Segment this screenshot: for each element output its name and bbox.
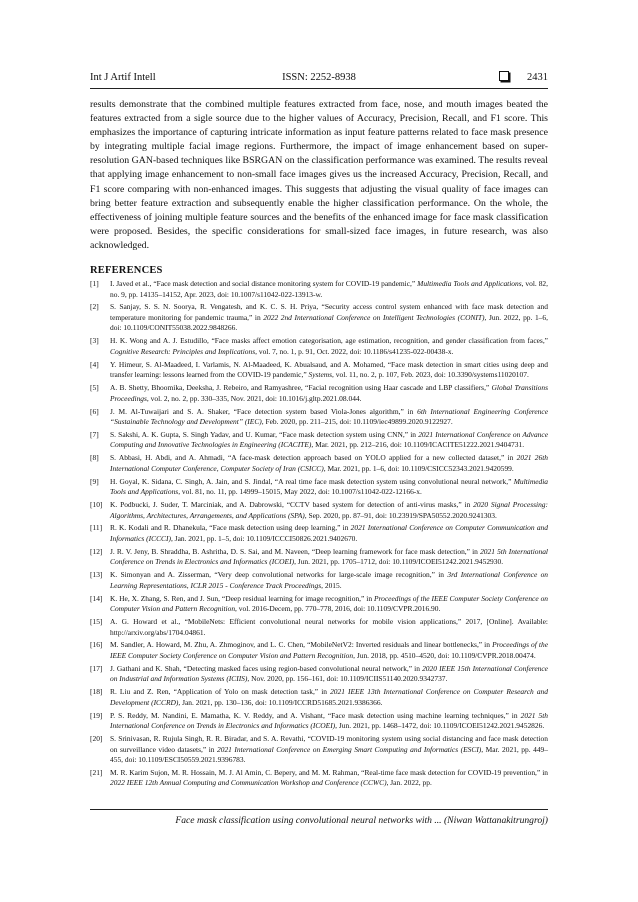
- reference-item: [90, 477, 548, 498]
- reference-text: S. Sanjay, S. S. N. Soorya, R. Vengatesh, and K. C. S. H. Priya, “Security access control system enhanced with face mask detection and temperature monitoring for pandemic trauma,” in: [110, 302, 548, 322]
- reference-details: , Jan. 2021, pp. 1–5, doi: 10.1109/ICCCI50826.2021.9402670.: [170, 534, 358, 543]
- issn: ISSN: 2252-8938: [282, 72, 356, 83]
- reference-text: I. Javed et al., “Face mask detection and social distance monitoring system for COVID-19 pandemic,”: [110, 279, 418, 288]
- reference-venue: 3rd International Conference on Learning Representations, ICLR 2015 - Conference Track Proceedings: [110, 570, 549, 590]
- reference-item: [90, 383, 548, 404]
- reference-number: [7]: [90, 429, 99, 439]
- reference-number: [19]: [90, 710, 103, 720]
- reference-item: [90, 664, 548, 685]
- reference-number: [2]: [90, 302, 99, 312]
- reference-item: [90, 687, 548, 708]
- reference-number: [8]: [90, 453, 99, 463]
- reference-details: , Jun. 2021, pp. 1468–1472, doi: 10.1109/ICOEI51242.2021.9452826.: [335, 721, 545, 731]
- reference-venue: 2021 International Conference on Advance Computing and Innovative Technologies in Engineering (ICACITE): [110, 429, 548, 450]
- reference-details: , vol. 11, no. 2, p. 107, Feb. 2023, doi: 10.3390/systems11020107.: [332, 370, 529, 380]
- reference-number: [12]: [90, 546, 103, 556]
- reference-item: [90, 360, 548, 381]
- reference-item: [90, 711, 548, 732]
- reference-venue: Systems: [308, 370, 333, 380]
- reference-details: , Mar. 2021, pp. 1–6, doi: 10.1109/CSICC52343.2021.9420599.: [323, 463, 514, 473]
- reference-text: M. Sandler, A. Howard, M. Zhu, A. Zhmoginov, and L. C. Chen, “MobileNetV2: Inverted residuals and linear bottlenecks,” in: [110, 640, 493, 650]
- reference-item: [90, 500, 548, 521]
- reference-details: , 2015.: [321, 580, 342, 590]
- reference-details: , Jan. 2021, pp. 130–136, doi: 10.1109/ICCRD51685.2021.9386366.: [178, 697, 383, 707]
- reference-item: [90, 617, 548, 638]
- reference-item: [90, 453, 548, 474]
- square-icon: [499, 71, 509, 81]
- reference-item: [90, 594, 548, 615]
- reference-text: K. Podbucki, J. Suder, T. Marciniak, and A. Dabrowski, “CCTV based system for detection of anti-virus masks,” in: [110, 500, 474, 510]
- reference-item: [90, 407, 548, 428]
- reference-details: , Jan. 2022, pp.: [386, 778, 432, 788]
- running-footer: Face mask classification using convolutional neural networks with ... (Niwan Wattanakitrungroj): [175, 815, 548, 826]
- references-heading: REFERENCES: [90, 265, 163, 276]
- reference-details: , vol. 7, no. 1, p. 91, Oct. 2022, doi: 10.1186/s41235-022-00438-x.: [255, 346, 454, 356]
- reference-text: P. S. Reddy, M. Nandini, E. Mamatha, K. V. Reddy, and A. Vishant, “Face mask detection using machine learning techniques,” in: [110, 710, 521, 720]
- reference-text: Y. Himeur, S. Al-Maadeed, I. Varlamis, N. Al-Maadeed, K. Abualsaud, and A. Mohamed, “Face mask detection in smart cities using deep and transfer learning: lessons learned from the COVID-19 pandemic,”: [110, 359, 548, 380]
- reference-venue: 2022 2nd International Conference on Intelligent Technologies (CONIT): [263, 312, 485, 322]
- reference-venue: 2021 International Conference on Emerging Smart Computing and Informatics (ESCI): [217, 744, 482, 754]
- reference-item: [90, 547, 548, 568]
- reference-venue: Multimedia Tools and Applications: [417, 279, 522, 288]
- reference-details: , Mar. 2021, pp. 212–216, doi: 10.1109/ICACITE51222.2021.9404731.: [311, 440, 525, 450]
- reference-details: , vol. 82, no. 9, pp. 14135–14152, Apr. 2023, doi: 10.1007/s11042-022-13913-w.: [110, 279, 548, 299]
- reference-text: A. G. Howard et al., “MobileNets: Efficient convolutional neural networks for mobile vision applications,” 2017, [Online]. Available: http://arxiv.org/abs/1704.04861.: [110, 617, 548, 637]
- reference-item: [90, 430, 548, 451]
- reference-text: K. Simonyan and A. Zisserman, “Very deep convolutional networks for large-scale image recognition,” in: [110, 570, 448, 580]
- reference-text: R. Liu and Z. Ren, “Application of Yolo on mask detection task,” in: [110, 687, 331, 697]
- reference-number: [17]: [90, 663, 103, 673]
- reference-details: , vol. 2016-Decem, pp. 770–778, 2016, doi: 10.1109/CVPR.2016.90.: [235, 604, 441, 614]
- reference-item: [90, 640, 548, 661]
- reference-venue: Proceedings of the IEEE Computer Society Conference on Computer Vision and Pattern Recognition: [110, 640, 548, 660]
- reference-item: [90, 279, 548, 300]
- reference-details: , vol. 2, no. 2, pp. 330–335, Nov. 2021, doi: 10.1016/j.gltp.2021.08.044.: [146, 393, 362, 403]
- reference-details: , Jun. 2022, pp. 1–6, doi: 10.1109/CONIT55038.2022.9848266.: [110, 312, 548, 333]
- reference-number: [4]: [90, 359, 99, 369]
- footer-divider: [90, 809, 548, 810]
- reference-item: [90, 768, 548, 789]
- reference-number: [18]: [90, 687, 103, 697]
- reference-text: J. Gathani and K. Shah, “Detecting masked faces using region-based convolutional neural network,” in: [110, 663, 423, 673]
- reference-details: , Jun. 2018, pp. 4510–4520, doi: 10.1109/CVPR.2018.00474.: [353, 650, 536, 660]
- reference-venue: 2021 IEEE 13th International Conference on Computer Research and Development (ICCRD): [110, 687, 548, 707]
- conclusion-paragraph: results demonstrate that the combined multiple features extracted from face, nose, and mouth images beated the features extracted from a sigle source due to the higher values of Accuracy, Precision, Recall, and F1 score. This emphasizes the importance of capturing intricate information as input feature patterns related to face mask presence by integrating multiple facial image regions. Furthermore, the impact of image enhancement based on super-resolution GAN-based techniques like BSRGAN on the classification performance was examined. The results reveal that applying image enhancement to non-small face images gives us the increased Accuracy, Precision, Recall, and F1 score comparing with non-enhanced images. This suggests that adjusting the visual quality of face images can bring better feature extraction and subsequently enable the higher classification performance. On the whole, the effectiveness of joining multiple feature sources and the benefits of the enhanced image for face mask classification were proposed. Besides, the specific considerations for small-sized face images, in future research, was also acknowledged.: [90, 99, 548, 251]
- reference-text: J. R. V. Jeny, B. Shraddha, B. Ashritha, D. S. Sai, and M. Naveen, “Deep learning framework for face mask detection,” in: [110, 546, 481, 556]
- journal-name: Int J Artif Intell: [90, 72, 156, 83]
- reference-details: , Sep. 2020, pp. 87–91, doi: 10.23919/SPA50552.2020.9241303.: [304, 510, 497, 520]
- reference-details: , Feb. 2020, pp. 211–215, doi: 10.1109/iec49899.2020.9122927.: [261, 417, 453, 427]
- running-header: [90, 70, 548, 86]
- reference-venue: Proceedings of the IEEE Computer Society Conference on Computer Vision and Pattern Recognition: [110, 593, 549, 614]
- reference-text: H. K. Wong and A. J. Estudillo, “Face masks affect emotion categorisation, age estimation, recognition, and gender classification from faces,”: [110, 336, 548, 346]
- reference-list: [90, 279, 548, 791]
- reference-text: S. Abbasi, H. Abdi, and A. Ahmadi, “A face-mask detection approach based on YOLO applied for a new collected dataset,” in: [110, 453, 517, 463]
- reference-venue: 6th International Engineering Conference “Sustainable Technology and Development” (IEC): [110, 406, 549, 427]
- reference-item: [90, 570, 548, 591]
- reference-venue: Cognitive Research: Principles and Implications: [110, 346, 256, 356]
- header-right: [499, 70, 548, 86]
- reference-details: , Nov. 2020, pp. 156–161, doi: 10.1109/ICIIS51140.2020.9342737.: [247, 674, 448, 684]
- reference-number: [21]: [90, 767, 103, 777]
- reference-number: [14]: [90, 593, 103, 603]
- reference-number: [3]: [90, 336, 99, 346]
- reference-text: S. Sakshi, A. K. Gupta, S. Singh Yadav, and U. Kumar, “Face mask detection system using CNN,” in: [110, 429, 419, 439]
- reference-number: [10]: [90, 500, 103, 510]
- reference-number: [1]: [90, 279, 99, 288]
- reference-item: [90, 734, 548, 766]
- page-number: 2431: [527, 72, 548, 83]
- reference-details: , vol. 81, no. 11, pp. 14999–15015, May 2022, doi: 10.1007/s11042-022-12166-x.: [178, 487, 422, 497]
- reference-text: H. Goyal, K. Sidana, C. Singh, A. Jain, and S. Jindal, “A real time face mask detection system using convolutional neural network,”: [110, 476, 514, 486]
- reference-number: [15]: [90, 617, 103, 627]
- reference-number: [11]: [90, 523, 103, 533]
- reference-venue: 2022 IEEE 12th Annual Computing and Communication Workshop and Conference (CCWC): [110, 778, 387, 788]
- reference-number: [16]: [90, 640, 103, 650]
- reference-text: A. B. Shetty, Bhoomika, Deeksha, J. Rebeiro, and Ramyashree, “Facial recognition using Haar cascade and LBP classifiers,”: [110, 383, 492, 393]
- reference-text: M. R. Karim Sujon, M. R. Hossain, M. J. Al Amin, C. Bepery, and M. M. Rahman, “Real-time face mask detection for COVID-19 prevention,” in: [110, 767, 548, 777]
- reference-venue: 2021 5th International Conference on Trends in Electronics and Informatics (ICOEI): [110, 710, 548, 731]
- reference-venue: 2021 5th International Conference on Trends in Electronics and Informatics (ICOEI): [110, 546, 548, 567]
- reference-number: [20]: [90, 733, 103, 743]
- reference-details: , Jun. 2021, pp. 1705–1712, doi: 10.1109/ICOEI51242.2021.9452930.: [294, 557, 504, 567]
- reference-number: [5]: [90, 383, 99, 393]
- reference-item: [90, 336, 548, 357]
- reference-text: R. K. Kodali and R. Dhanekula, “Face mask detection using deep learning,” in: [110, 523, 351, 533]
- reference-venue: Multimedia Tools and Applications: [110, 476, 548, 497]
- reference-item: [90, 302, 548, 334]
- reference-venue: 2021 26th International Computer Conference, Computer Society of Iran (CSICC): [110, 453, 548, 473]
- reference-number: [9]: [90, 476, 99, 486]
- reference-details: , Mar. 2021, pp. 449–455, doi: 10.1109/ESCI50559.2021.9396783.: [110, 744, 548, 765]
- reference-text: J. M. Al-Tuwaijari and S. A. Shaker, “Face detection system based Viola-Jones algorithm,” in: [110, 406, 418, 416]
- header-divider: [90, 88, 548, 89]
- reference-venue: 2020 Signal Processing: Algorithms, Architectures, Arrangements, and Applications (SPA): [110, 500, 548, 520]
- reference-venue: 2021 International Conference on Computer Communication and Informatics (ICCCI): [110, 523, 548, 543]
- reference-item: [90, 523, 548, 544]
- reference-number: [6]: [90, 406, 99, 416]
- reference-text: S. Srinivasan, R. Rujula Singh, R. R. Biradar, and S. A. Revathi, “COVID-19 monitoring system using social distancing and face mask detection on surveillance video datasets,” in: [110, 733, 548, 754]
- reference-venue: Global Transitions Proceedings: [110, 383, 548, 403]
- reference-text: K. He, X. Zhang, S. Ren, and J. Sun, “Deep residual learning for image recognition,” in: [110, 593, 374, 603]
- reference-venue: 2020 IEEE 15th International Conference on Industrial and Information Systems (ICIIS): [110, 663, 548, 684]
- reference-number: [13]: [90, 570, 103, 580]
